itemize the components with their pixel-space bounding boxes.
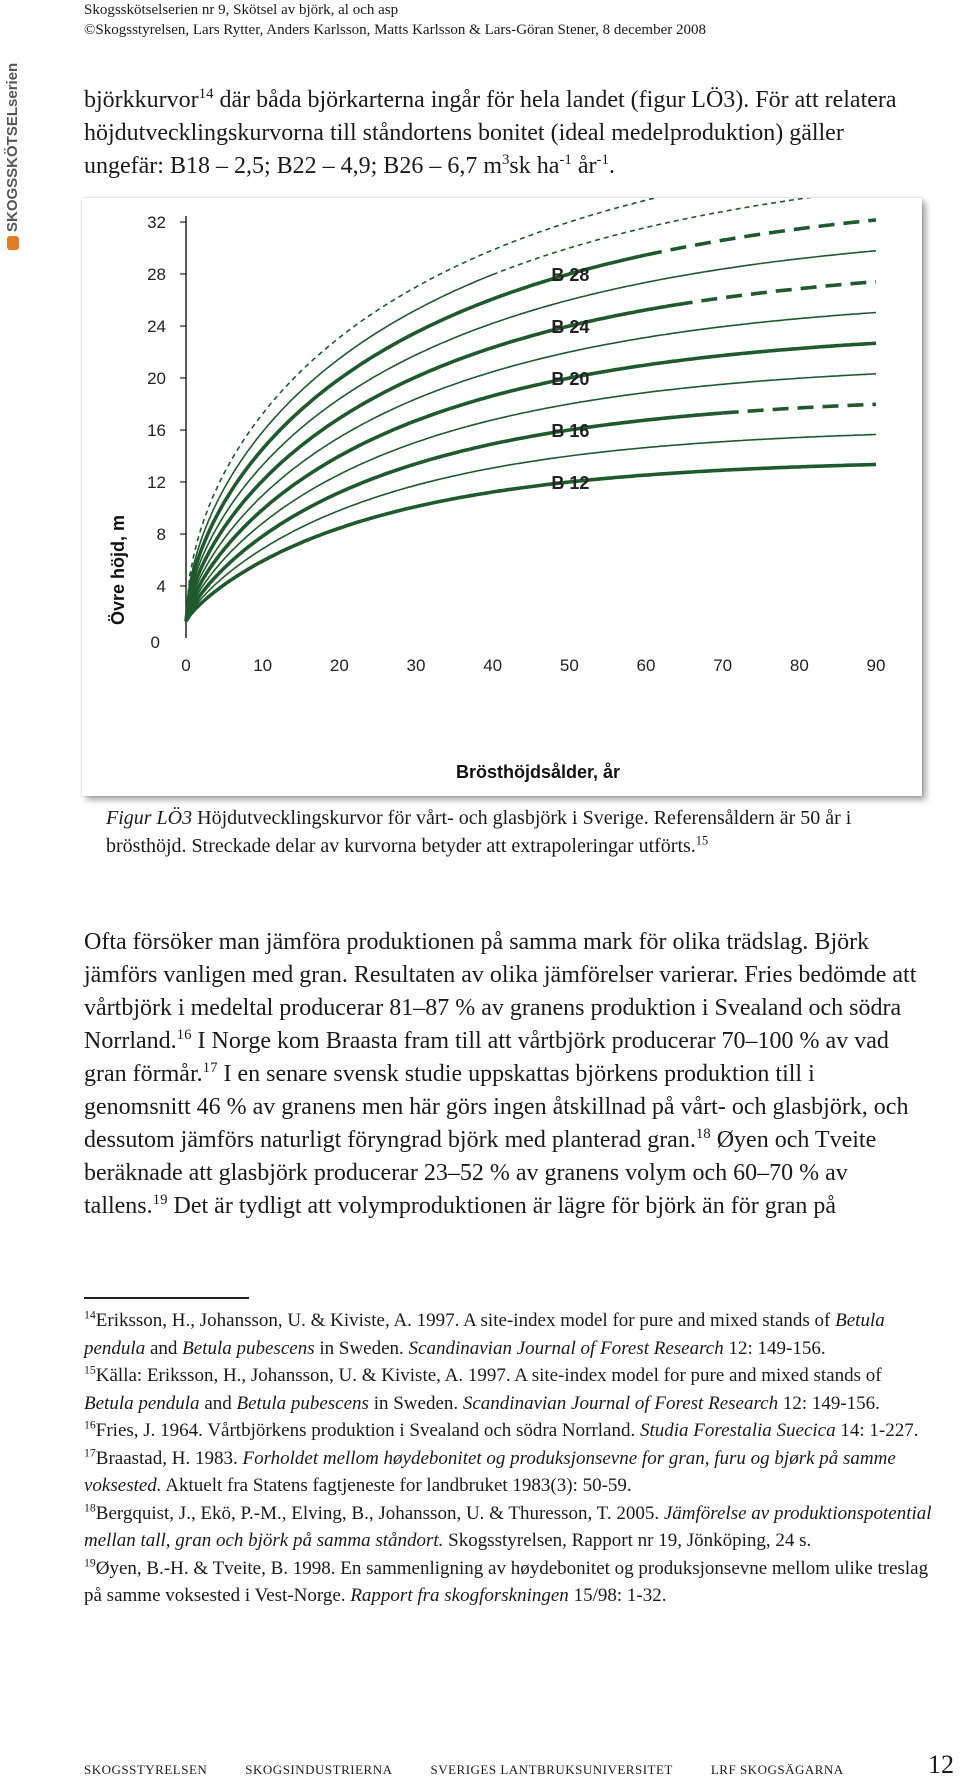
- x-tick-label: 80: [789, 656, 809, 675]
- footnote-17: $^{17}$Braastad, H. 1983. Forholdet mellom høydebonitet og produksjonsevne for gran, furu og bjørk på samme voksested. Aktuelt fra Statens fagtjeneste for landbruket 1983(3): 50-59.: [84, 1446, 896, 1496]
- x-tick-label: 90: [866, 656, 886, 675]
- x-tick-label: 20: [329, 656, 349, 675]
- curve-30: [186, 275, 493, 621]
- figure-label: Figur LÖ3: [106, 807, 193, 829]
- footnote-18: $^{18}$Bergquist, J., Ekö, P.-M., Elving, B., Johansson, U. & Thuresson, T. 2005. Jämförelse av produktionspotential mellan tall, gran och björk på samma ståndort. Skogsstyrelsen, Rapport nr 19, Jönköping, 24 s.: [84, 1501, 932, 1551]
- series-label: B 20: [551, 369, 590, 389]
- logo-mark-icon: [7, 236, 19, 250]
- y-tick-label: 12: [147, 473, 166, 492]
- curve-20: [186, 343, 876, 621]
- curve-extrapolated-16: [723, 404, 876, 413]
- figure-caption: Figur LÖ3 Höjdutvecklingskurvor för vårt- och glasbjörk i Sverige. Referensåldern är 50 år i brösthöjd. Streckade delar av kurvorna betyder att extrapoleringar utförts.$^{15}$: [106, 807, 852, 857]
- curve-extrapolated-30: [493, 198, 876, 275]
- curve-extrapolated-28: [646, 220, 876, 255]
- y-tick-label: 28: [147, 265, 166, 284]
- series-label: B 24: [551, 317, 590, 337]
- y-tick-label: 32: [147, 213, 166, 232]
- footnote-separator: [84, 1297, 249, 1299]
- footer-org-4: LRF SKOGSÄGARNA: [710, 1762, 844, 1777]
- x-tick-label: 50: [559, 656, 579, 675]
- series-logo: [0, 36, 24, 256]
- footnote-ref-18: 18: [695, 1126, 711, 1142]
- series-label: B 12: [551, 473, 590, 493]
- x-tick-label: 40: [483, 656, 503, 675]
- footnote-ref-17: 17: [202, 1060, 218, 1076]
- curve-24: [186, 305, 677, 621]
- curve-18: [186, 374, 876, 621]
- height-curves-plot: [82, 198, 922, 796]
- footnote-ref-19: 19: [152, 1192, 168, 1208]
- footnote-15: $^{15}$Källa: Eriksson, H., Johansson, U. & Kiviste, A. 1997. A site-index model for pure and mixed stands of Betula pendula and Betula pubescens in Sweden. Scandinavian Journal of Forest Research 12: 149-156.: [84, 1363, 882, 1414]
- chart-curves: [186, 198, 876, 621]
- x-tick-label: 70: [713, 656, 733, 675]
- series-label: B 28: [551, 265, 590, 285]
- footnote-ref-16: 16: [176, 1027, 192, 1043]
- y-tick-label: 8: [156, 525, 166, 544]
- x-tick-label: 10: [253, 656, 273, 675]
- curve-14: [186, 435, 876, 622]
- chart-ticks: [147, 213, 885, 675]
- running-header-copyright: ©Skogsstyrelsen, Lars Rytter, Anders Karlsson, Matts Karlsson & Lars-Göran Stener, 8 december 2008: [84, 22, 706, 38]
- curve-extrapolated-24: [677, 282, 876, 305]
- figure-lo3-chart: [82, 198, 922, 796]
- footnote-19: $^{19}$Øyen, B.-H. & Tveite, B. 1998. En sammenligning av høydebonitet og produksjonsevne mellom ulike treslag på samme voksested i Vest-Norge. Rapport fra skogforskningen 15/98: 1-32.: [84, 1556, 929, 1606]
- y-tick-label: 24: [147, 317, 166, 336]
- footnotes: [84, 1307, 934, 1610]
- y-axis-label: Övre höjd, m: [108, 514, 128, 626]
- intro-paragraph: björkkurvor$^{14}$ där båda björkarterna ingår för hela landet (figur LÖ3). För att relatera höjdutvecklingskurvorna till ståndortens bonitet (ideal medelproduktion) gäller ungefär: B18 – 2,5; B22 – 4,9; B26 – 6,7 $m^3sk$ $ha^{-1}$ $år^{-1}$.: [84, 86, 897, 179]
- page-footer: [84, 1762, 882, 1778]
- x-tick-label: 60: [636, 656, 656, 675]
- y-tick-label: 0: [150, 633, 160, 652]
- page-number: 12: [928, 1750, 954, 1779]
- y-tick-label: 20: [147, 369, 166, 388]
- footnote-ref-15: 15: [695, 833, 709, 848]
- x-tick-label: 0: [181, 656, 191, 675]
- series-label: B 16: [551, 421, 590, 441]
- footer-org-3: SVERIGES LANTBRUKSUNIVERSITET: [430, 1762, 673, 1777]
- body-paragraph: Ofta försöker man jämföra produktionen på samma mark för olika trädslag. Björk jämförs vanligen med gran. Resultaten av olika jämförelser varierar. Fries bedömde att vårtbjörk i medeltal producerar 81–87 % av granens produktion i Svealand och södra Norrland.$^{16}$ I Norge kom Braasta fram till att vårtbjörk producerar 70–100 % av vad gran förmår.$^{17}$ I en senare svensk studie uppskattas björkens produktion till i genomsnitt 46 % av granens men här görs ingen åtskillnad på vårt- och glasbjörk, och dessutom jämförs naturligt föryngrad björk med planterad gran.$^{18}$ Øyen och Tveite beräknade att glasbjörk producerar 23–52 % av granens volym och 60–70 % av tallens.$^{19}$ Det är tydligt att volymproduktionen är lägre för björk än för gran på: [84, 929, 917, 1219]
- footer-org-1: SKOGSSTYRELSEN: [84, 1762, 208, 1777]
- footnote-ref-14: 14: [198, 86, 214, 102]
- y-tick-label: 16: [147, 421, 166, 440]
- running-header-series: Skogsskötselserien nr 9, Skötsel av björk, al och asp: [84, 2, 399, 18]
- x-axis-label: Brösthöjdsålder, år: [455, 762, 621, 782]
- x-tick-label: 30: [406, 656, 426, 675]
- footnote-16: $^{16}$Fries, J. 1964. Vårtbjörkens produktion i Svealand och södra Norrland. Studia Forestalia Suecica 14: 1-227.: [84, 1418, 919, 1441]
- y-tick-label: 4: [156, 577, 166, 596]
- footer-org-2: SKOGSINDUSTRIERNA: [245, 1762, 393, 1777]
- footnote-14: $^{14}$Eriksson, H., Johansson, U. & Kiviste, A. 1997. A site-index model for pure and mixed stands of Betula pendula and Betula pubescens in Sweden. Scandinavian Journal of Forest Research 12: 149-156.: [84, 1308, 885, 1359]
- logo-text: SKOGSSKÖTSELserien: [4, 62, 21, 232]
